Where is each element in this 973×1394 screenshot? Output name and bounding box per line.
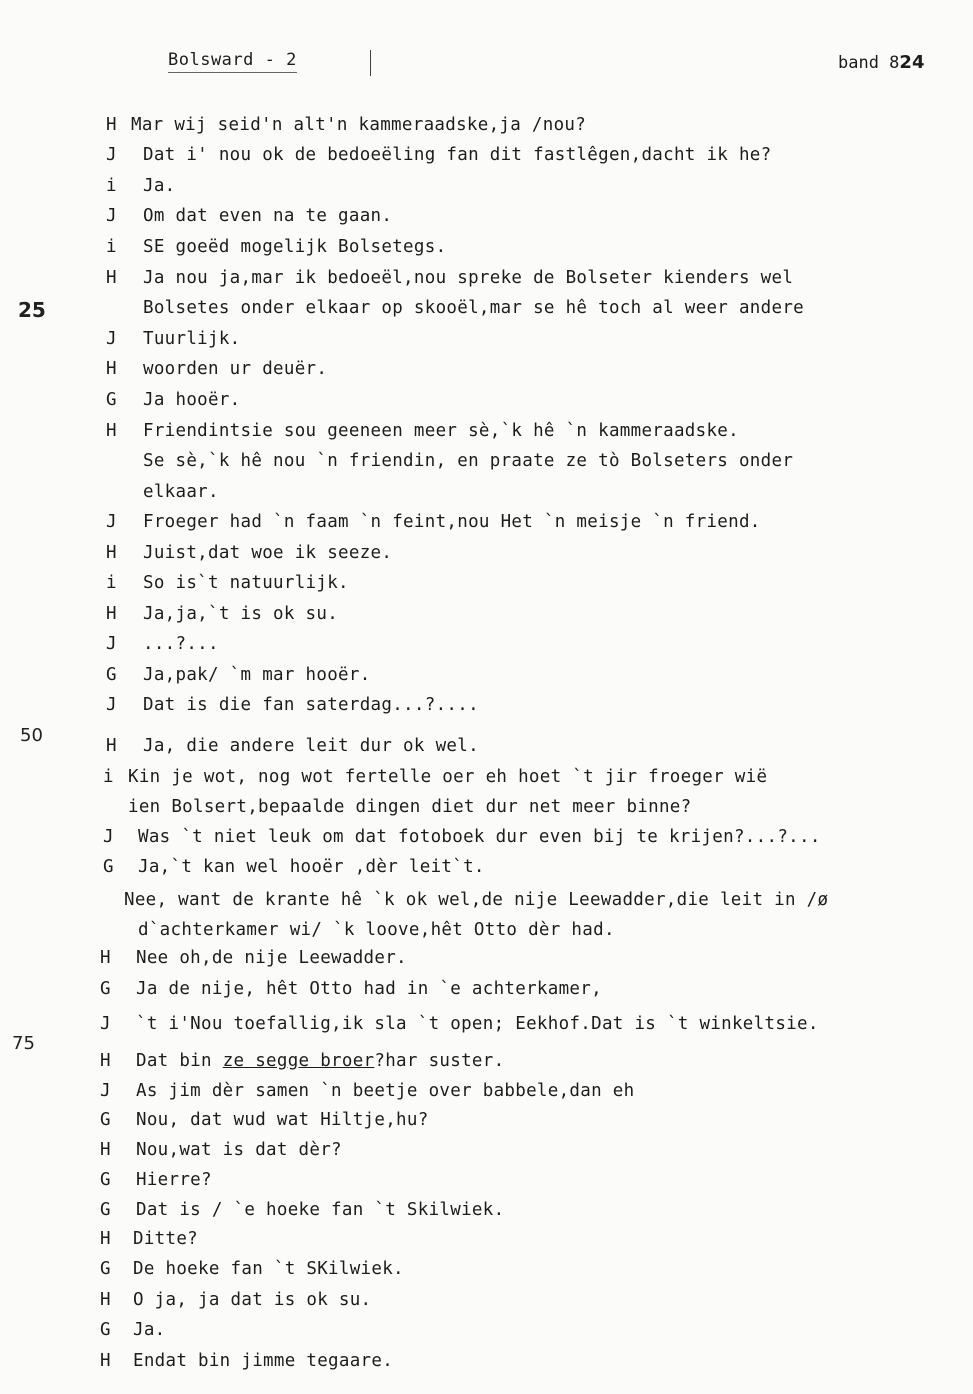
utterance-text: Juist,dat woe ik seeze.: [143, 543, 393, 563]
speaker-label: G: [103, 857, 114, 877]
utterance-text: Ja.: [143, 176, 176, 196]
utterance-text: `t i'Nou toefallig,ik sla `t open; Eekhof.Dat is `t winkeltsie.: [136, 1014, 819, 1034]
speaker-label: J: [106, 145, 117, 165]
speaker-label: H: [106, 604, 117, 624]
utterance-text: Ja,`t kan wel hooër ,dèr leit`t.: [138, 857, 485, 877]
header-divider: [370, 50, 371, 76]
speaker-label: H: [106, 543, 117, 563]
utterance-text: Friendintsie sou geeneen meer sè,`k hê `n kammeraadske.: [143, 421, 739, 441]
utterance-text: Ja, die andere leit dur ok wel.: [143, 736, 479, 756]
speaker-label: i: [103, 767, 114, 787]
utterance-text: Dat i' nou ok de bedoeëling fan dit fastlêgen,dacht ik he?: [143, 145, 772, 165]
utterance-text: Ja,ja,`t is ok su.: [143, 604, 339, 624]
speaker-label: H: [106, 736, 117, 756]
speaker-label: J: [100, 1014, 111, 1034]
speaker-label: J: [103, 827, 114, 847]
speaker-label: H: [106, 421, 117, 441]
utterance-text: elkaar.: [143, 482, 219, 502]
utterance-text: Dat is die fan saterdag...?....: [143, 695, 479, 715]
utterance-text: Endat bin jimme tegaare.: [133, 1351, 394, 1371]
speaker-label: J: [106, 512, 117, 532]
speaker-label: J: [106, 206, 117, 226]
utterance-text: So is`t natuurlijk.: [143, 573, 349, 593]
utterance-text: Ja nou ja,mar ik bedoeël,nou spreke de Bolseter kienders wel: [143, 268, 794, 288]
header-title: Bolsward - 2: [168, 50, 297, 73]
utterance-text: Nou,wat is dat dèr?: [136, 1140, 342, 1160]
utterance-text: d`achterkamer wi/ `k loove,hêt Otto dèr had.: [138, 920, 615, 940]
speaker-label: H: [100, 1290, 111, 1310]
speaker-label: H: [100, 1140, 111, 1160]
utterance-text: Nee oh,de nije Leewadder.: [136, 948, 407, 968]
speaker-label: i: [106, 237, 117, 257]
utterance-text: ien Bolsert,bepaalde dingen diet dur net meer binne?: [128, 797, 692, 817]
speaker-label: G: [100, 1110, 111, 1130]
speaker-label: H: [100, 948, 111, 968]
utterance-text: As jim dèr samen `n beetje over babbele,dan eh: [136, 1081, 635, 1101]
speaker-label: H: [106, 268, 117, 288]
speaker-label: J: [106, 634, 117, 654]
speaker-label: H: [100, 1229, 111, 1249]
speaker-label: H: [106, 359, 117, 379]
utterance-text: Om dat even na te gaan.: [143, 206, 393, 226]
utterance-text: Ja.: [133, 1320, 166, 1340]
utterance-text: Ja,pak/ `m mar hooër.: [143, 665, 371, 685]
speaker-label: H: [100, 1351, 111, 1371]
speaker-label: G: [106, 390, 117, 410]
utterance-text: Dat is / `e hoeke fan `t Skilwiek.: [136, 1200, 505, 1220]
utterance-text: Se sè,`k hê nou `n friendin, en praate ze tò Bolseters onder: [143, 451, 794, 471]
speaker-label: J: [100, 1081, 111, 1101]
utterance-text: Tuurlijk.: [143, 329, 241, 349]
band-number-handwritten: 24: [899, 52, 925, 73]
utterance-text: O ja, ja dat is ok su.: [133, 1290, 372, 1310]
speaker-label: G: [100, 979, 111, 999]
speaker-label: G: [106, 665, 117, 685]
utterance-text: woorden ur deuër.: [143, 359, 328, 379]
band-label: band 8: [838, 53, 900, 73]
header-band: [838, 52, 924, 73]
utterance-text: Mar wij seid'n alt'n kammeraadske,ja /nou?: [131, 115, 587, 135]
speaker-label: G: [100, 1170, 111, 1190]
speaker-label: G: [100, 1320, 111, 1340]
utterance-text: Ja de nije, hêt Otto had in `e achterkamer,: [136, 979, 602, 999]
margin-number-75: 75: [12, 1033, 35, 1054]
speaker-label: H: [100, 1051, 111, 1071]
utterance-text: Kin je wot, nog wot fertelle oer eh hoet `t jir froeger wië: [128, 767, 768, 787]
speaker-label: H: [106, 115, 117, 135]
utterance-text: Ditte?: [133, 1229, 199, 1249]
utterance-text: ...?...: [143, 634, 219, 654]
speaker-label: J: [106, 329, 117, 349]
utterance-text: De hoeke fan `t SKilwiek.: [133, 1259, 404, 1279]
margin-number-50: 50: [20, 725, 43, 746]
speaker-label: i: [106, 573, 117, 593]
utterance-text: Was `t niet leuk om dat fotoboek dur even bij te krijen?...?...: [138, 827, 821, 847]
margin-number-25: 25: [18, 298, 46, 322]
speaker-label: G: [100, 1259, 111, 1279]
utterance-text: Froeger had `n faam `n feint,nou Het `n meisje `n friend.: [143, 512, 761, 532]
utterance-text: Nee, want de krante hê `k ok wel,de nije Leewadder,die leit in /ø: [124, 890, 829, 910]
utterance-text: Ja hooër.: [143, 390, 241, 410]
utterance-text: SE goeëd mogelijk Bolsetegs.: [143, 237, 447, 257]
speaker-label: i: [106, 176, 117, 196]
utterance-text: Hierre?: [136, 1170, 212, 1190]
underlined-phrase: ze segge broer: [222, 1051, 375, 1071]
speaker-label: J: [106, 695, 117, 715]
utterance-text: Nou, dat wud wat Hiltje,hu?: [136, 1110, 429, 1130]
utterance-text: Bolsetes onder elkaar op skooël,mar se hê toch al weer andere: [143, 298, 804, 318]
speaker-label: G: [100, 1200, 111, 1220]
utterance-text: Dat bin ze segge broer?har suster.: [136, 1051, 505, 1071]
